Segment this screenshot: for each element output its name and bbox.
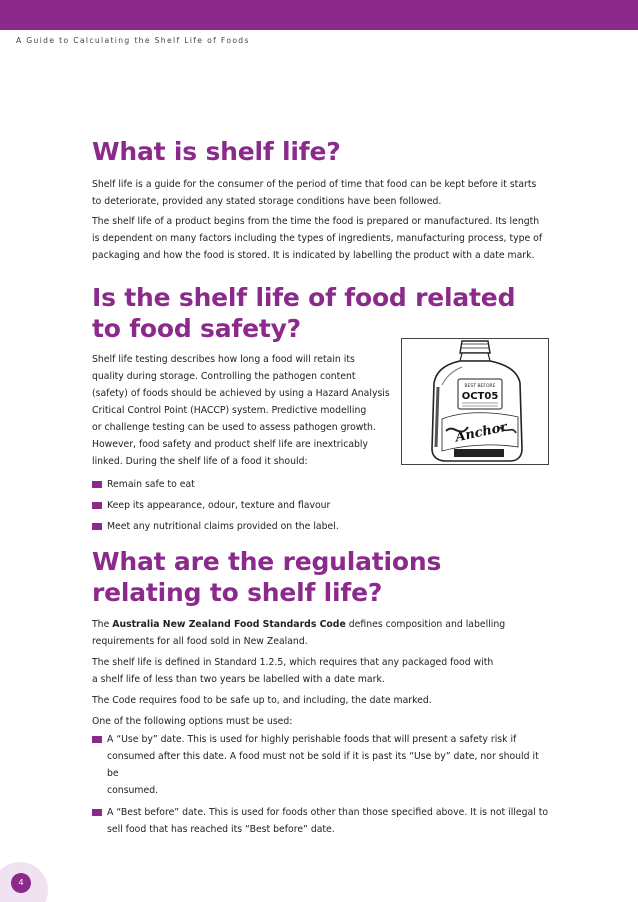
heading-line: relating to shelf life? — [92, 578, 383, 607]
bullet-item — [92, 476, 392, 493]
heading-line: What are the regulations — [92, 547, 442, 576]
bottle-label-date: OCT05 — [461, 391, 499, 402]
text-span: defines composition and labelling — [345, 619, 506, 630]
bullet-item — [92, 731, 552, 799]
text-line: A “Use by” date. This is used for highly perishable foods that will present a safety risk if — [107, 734, 517, 745]
section-what-is-shelf-life — [92, 136, 552, 264]
text-line: linked. During the shelf life of a food it should: — [92, 456, 308, 467]
text-line: Shelf life is a guide for the consumer of the period of time that food can be kept before it starts — [92, 179, 537, 190]
bullet-text: Remain safe to eat — [107, 479, 195, 490]
section-heading: What is shelf life? — [92, 137, 341, 166]
text-line: is dependent on many factors including the types of ingredients, manufacturing process, type of — [92, 233, 543, 244]
bullet-text: Meet any nutritional claims provided on the label. — [107, 521, 339, 532]
bullet-square-icon — [92, 481, 102, 488]
text-line: consumed. — [107, 785, 159, 796]
bullet-square-icon — [92, 502, 102, 509]
running-header: A Guide to Calculating the Shelf Life of Foods — [16, 36, 250, 45]
text-line: quality during storage. Controlling the pathogen content — [92, 371, 356, 382]
text-line: A “Best before” date. This is used for foods other than those specified above. It is not illegal to — [107, 807, 549, 818]
bullet-square-icon — [92, 736, 102, 743]
paragraph — [92, 616, 552, 650]
top-color-bar — [0, 0, 638, 30]
milk-bottle-image — [401, 338, 549, 465]
bottle-brand-text: Anchor — [454, 419, 509, 446]
text-line: (safety) of foods should be achieved by using a Hazard Analysis — [92, 388, 390, 399]
page-number: 4 — [11, 873, 31, 893]
heading-line: to food safety? — [92, 314, 301, 343]
heading-line: Is the shelf life of food related — [92, 283, 516, 312]
text-line: The shelf life is defined in Standard 1.2.5, which requires that any packaged food with — [92, 657, 494, 668]
text-line: Shelf life testing describes how long a food will retain its — [92, 354, 355, 365]
bullet-item — [92, 497, 392, 514]
text-span: The — [92, 619, 113, 630]
section-heading — [92, 546, 552, 608]
paragraph — [92, 654, 552, 688]
text-line: However, food safety and product shelf life are inextricably — [92, 439, 369, 450]
text-line: requirements for all food sold in New Zealand. — [92, 636, 308, 647]
text-line: packaging and how the food is stored. It is indicated by labelling the product with a date mark. — [92, 250, 535, 261]
bottle-label-best-before: BEST BEFORE — [464, 384, 496, 389]
bold-code-name: Australia New Zealand Food Standards Code — [112, 619, 346, 630]
paragraph — [92, 213, 552, 264]
section-regulations — [92, 546, 552, 838]
section-heading — [92, 282, 516, 344]
text-line: Critical Control Point (HACCP) system. Predictive modelling — [92, 405, 367, 416]
bullet-item — [92, 804, 552, 838]
text-line: consumed after this date. A food must not be sold if it is past its “Use by” date, nor should it be — [107, 751, 539, 779]
text-line: The shelf life of a product begins from the time the food is prepared or manufactured. Its length — [92, 216, 540, 227]
bullet-square-icon — [92, 523, 102, 530]
bullet-item — [92, 518, 392, 535]
bullet-text: Keep its appearance, odour, texture and flavour — [107, 500, 331, 511]
paragraph — [92, 176, 552, 210]
bottle-illustration — [402, 339, 548, 464]
paragraph: The Code requires food to be safe up to, and including, the date marked. — [92, 695, 432, 706]
text-line: to deteriorate, provided any stated storage conditions have been followed. — [92, 196, 442, 207]
paragraph: One of the following options must be used: — [92, 716, 293, 727]
text-line: a shelf life of less than two years be labelled with a date mark. — [92, 674, 385, 685]
paragraph — [92, 351, 392, 470]
bullet-square-icon — [92, 809, 102, 816]
text-line: sell food that has reached its “Best before” date. — [107, 824, 335, 835]
text-line: or challenge testing can be used to assess pathogen growth. — [92, 422, 376, 433]
